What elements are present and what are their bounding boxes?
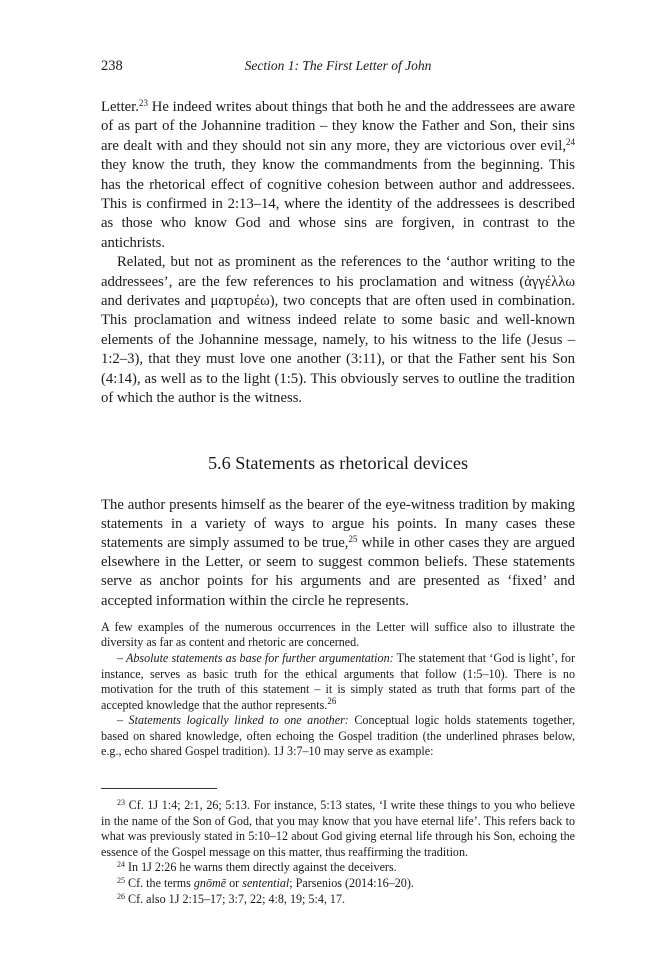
paragraph-text: The statement that ‘God is light’, for instance, serves as basic truth for the ethical arguments that follow (1:5–10). There is no motivation for the truth of this statement – it is simply stated as truth that forms part of the accepted knowledge that the author represents. — [101, 650, 575, 712]
document-page — [101, 58, 575, 907]
body-text — [101, 98, 575, 409]
paragraph — [101, 496, 575, 611]
small-paragraph — [101, 651, 575, 713]
footnote-ref: 24 — [566, 136, 575, 147]
footnote-ref: 23 — [138, 98, 148, 108]
paragraph-text: Letter. — [101, 99, 139, 115]
small-paragraph: A few examples of the numerous occurrences in the Letter will suffice also to illustrate the diversity as far as content and rhetoric are concerned. — [101, 619, 575, 650]
paragraph: Related, but not as prominent as the references to the ‘author writing to the addressees’, are the few references to his proclamation and witness (ἀγγέλλω and derivates and μαρτυρέω), two concepts that are often used in combination. This proclamation and witness indeed relate to some basic and well-known elements of the Johannine message, namely, to his witness to the life (Jesus – 1:2–3), that they must love one another (3:11), or that the Father sent his Son (4:14), as well as to the light (1:5). This obviously serves to outline the tradition of which the author is the witness. — [101, 254, 575, 407]
footnote-text: Cf. 1J 1:4; 2:1, 26; 5:13. For instance, 5:13 states, ‘I write these things to you who believe in the name of the Son of God, that you may know that you have eternal life’. This refers back to what was previously stated in 5:10–12 about God giving eternal life through his Son, echoing the essence of the Gospel message on this matter, thus reaffirming the tradition. — [101, 798, 575, 859]
paragraph-text: The author presents himself as the bearer of the eye-witness tradition by making statements in a variety of ways to argue his points. In many cases these statements are simply assumed to be true, — [101, 496, 575, 551]
footnote-number: 26 — [117, 891, 125, 901]
footnote-text: In 1J 2:26 he warns them directly against the deceivers. — [125, 860, 397, 875]
footnote-number: 25 — [117, 876, 125, 886]
footnote — [101, 860, 575, 876]
footnote-term: gnōmē — [193, 876, 227, 891]
paragraph-text: they know the truth, they know the commandments from the beginning. This has the rhetorical effect of cognitive cohesion between author and addressees. This is confirmed in 2:13–14, where the identity of the addressees is described as those who know God and whose sins are forgiven, in contrast to the antichrists. — [101, 157, 575, 251]
paragraph-text: He indeed writes about things that both he and the addressees are aware of as part of the Johannine tradition – they know the Father and Son, their sins are dealt with and they should not sin any more, they are victorious over evil, — [101, 99, 575, 154]
footnote-term: sentential — [242, 876, 290, 891]
paragraph-text: Conceptual logic holds statements together, based on shared knowledge, often echoing the Gospel tradition (the underlined phrases below, e.g., echo shared Gospel tradition). 1J 3:7–10 may serve as example: — [101, 713, 576, 759]
paragraph — [101, 98, 575, 253]
section-body — [101, 496, 575, 611]
page-number: 238 — [101, 58, 123, 74]
footnote-number: 24 — [117, 860, 125, 870]
footnote-number: 23 — [117, 798, 125, 808]
small-paragraph — [101, 713, 575, 760]
footnote-text: Cf. also 1J 2:15–17; 3:7, 22; 4:8, 19; 5:4, 17. — [125, 891, 346, 906]
footnote — [101, 876, 575, 892]
footnote-text: or — [226, 876, 243, 891]
footnote-ref: 26 — [327, 695, 337, 706]
footnotes — [101, 798, 575, 907]
footnote-ref: 25 — [348, 533, 358, 544]
paragraph-text: while in other cases they are argued elsewhere in the Letter, or seem to suggest common beliefs. These statements serve as anchor points for his arguments and are presented as ‘fixed’ and accepted information within the circle he represents. — [101, 534, 575, 609]
footnote — [101, 798, 575, 860]
small-print-examples — [101, 620, 575, 760]
running-title: Section 1: The First Letter of John — [244, 58, 432, 73]
section-heading: 5.6 Statements as rhetorical devices — [207, 452, 469, 473]
footnote-divider — [101, 788, 217, 789]
footnote — [101, 892, 575, 908]
footnote-text: ; Parsenios (2014:16–20). — [289, 876, 414, 891]
example-lead: – Statements logically linked to one another: — [117, 713, 349, 728]
footnote-text: Cf. the terms — [125, 876, 194, 891]
running-header — [101, 58, 575, 80]
example-lead: – Absolute statements as base for further argumentation: — [117, 650, 394, 665]
